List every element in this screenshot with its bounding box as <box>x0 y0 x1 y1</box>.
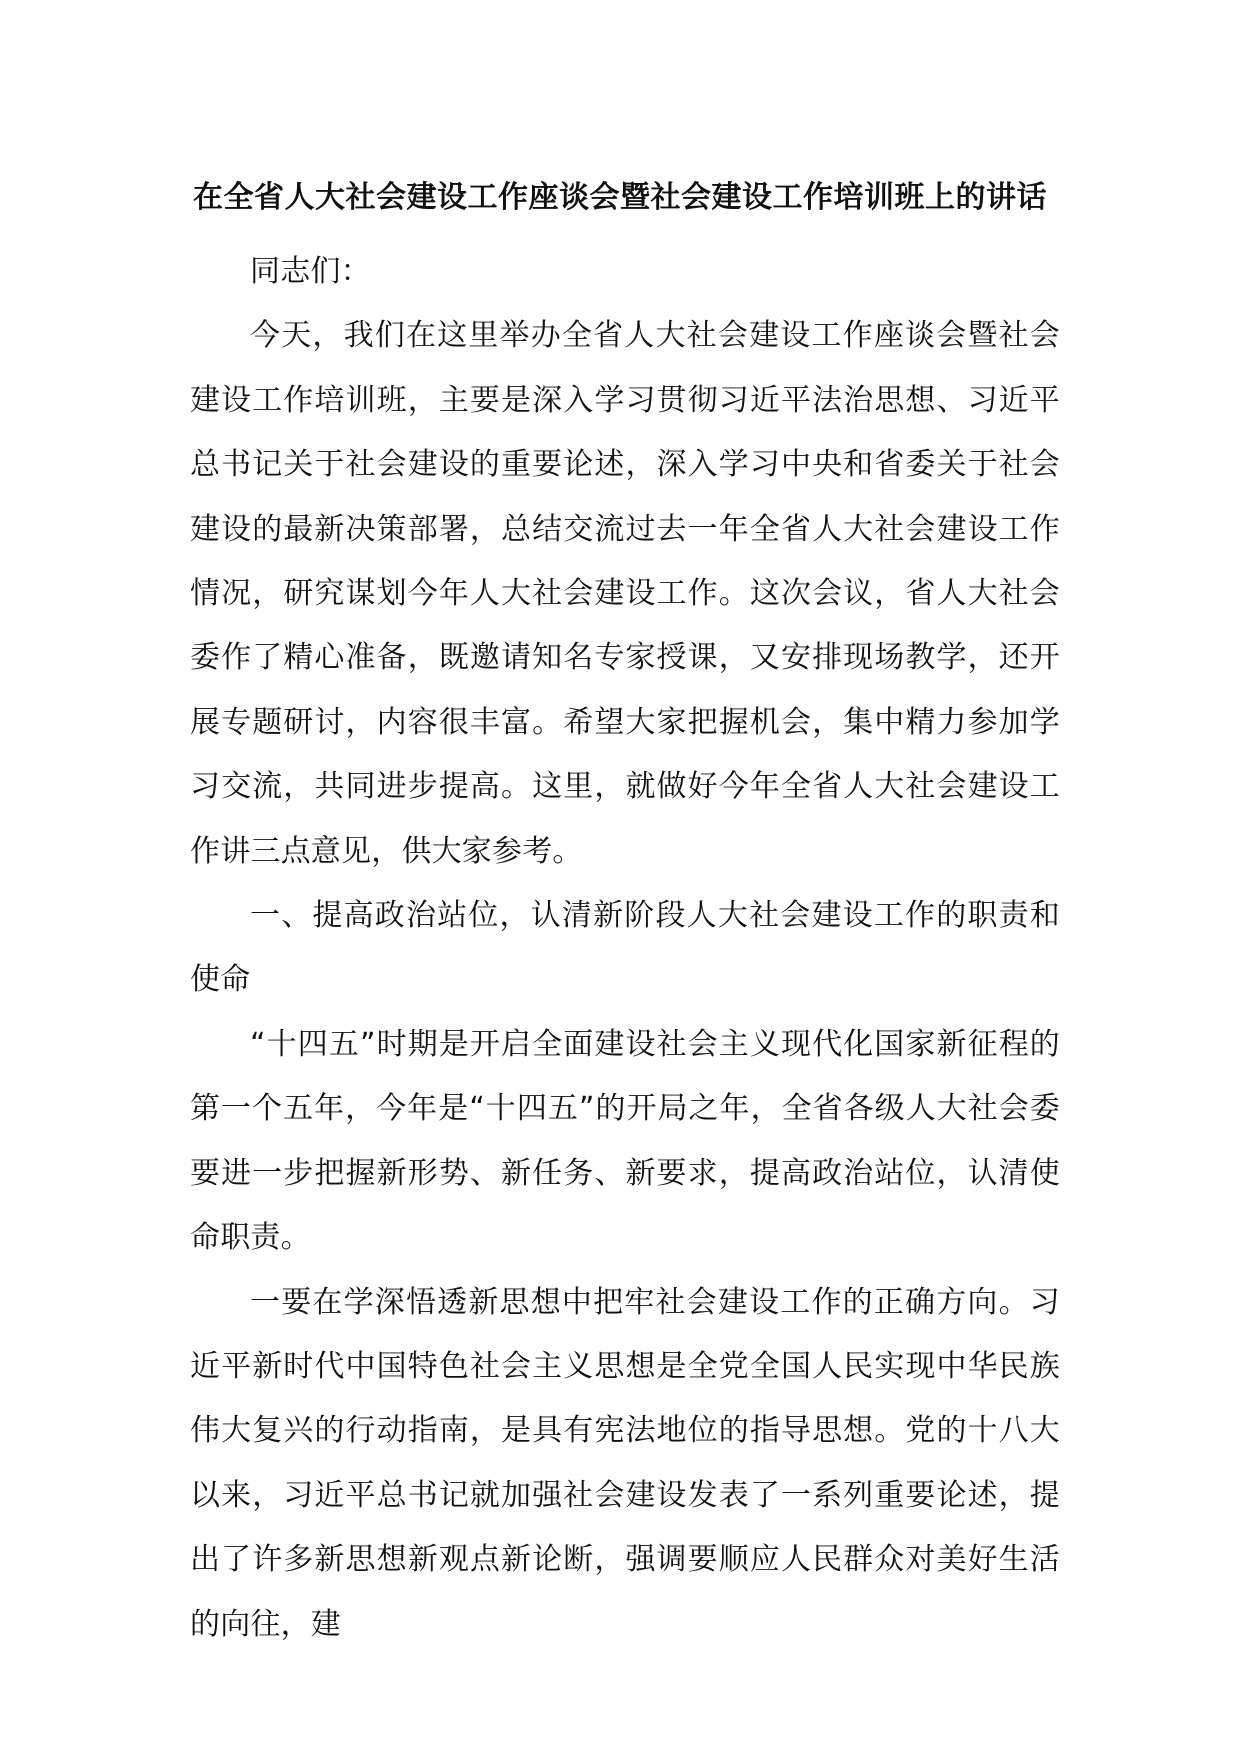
paragraph-point-one: 一要在学深悟透新思想中把牢社会建设工作的正确方向。习近平新时代中国特色社会主义思想是全党全国人民实现中华民族伟大复兴的行动指南，是具有宪法地位的指导思想。党的十八大以来，习近平总书记就加强社会建设发表了一系列重要论述，提出了许多新思想新观点新论断，强调要顺应人民群众对美好生活的向往，建 <box>190 1284 1060 1642</box>
paragraph-intro: 今天，我们在这里举办全省人大社会建设工作座谈会暨社会建设工作培训班，主要是深入学习贯彻习近平法治思想、习近平总书记关于社会建设的重要论述，深入学习中央和省委关于社会建设的最新决策部署，总结交流过去一年全省人大社会建设工作情况，研究谋划今年人大社会建设工作。这次会议，省人大社会委作了精心准备，既邀请知名专家授课，又安排现场教学，还开展专题研讨，内容很丰富。希望大家把握机会，集中精力参加学习交流，共同进步提高。这里，就做好今年全省人大社会建设工作讲三点意见，供大家参考。 <box>190 318 1060 869</box>
document-title: 在全省人大社会建设工作座谈会暨社会建设工作培训班上的讲话 <box>193 180 1047 215</box>
document-body <box>190 240 1060 1657</box>
salutation: 同志们： <box>250 254 371 289</box>
section-heading-1: 一、提高政治站位，认清新阶段人大社会建设工作的职责和使命 <box>190 898 1060 998</box>
paragraph-14th-five-year: “十四五”时期是开启全面建设社会主义现代化国家新征程的第一个五年，今年是“十四五”的开局之年，全省各级人大社会委要进一步把握新形势、新任务、新要求，提高政治站位，认清使命职责。 <box>190 1026 1060 1256</box>
